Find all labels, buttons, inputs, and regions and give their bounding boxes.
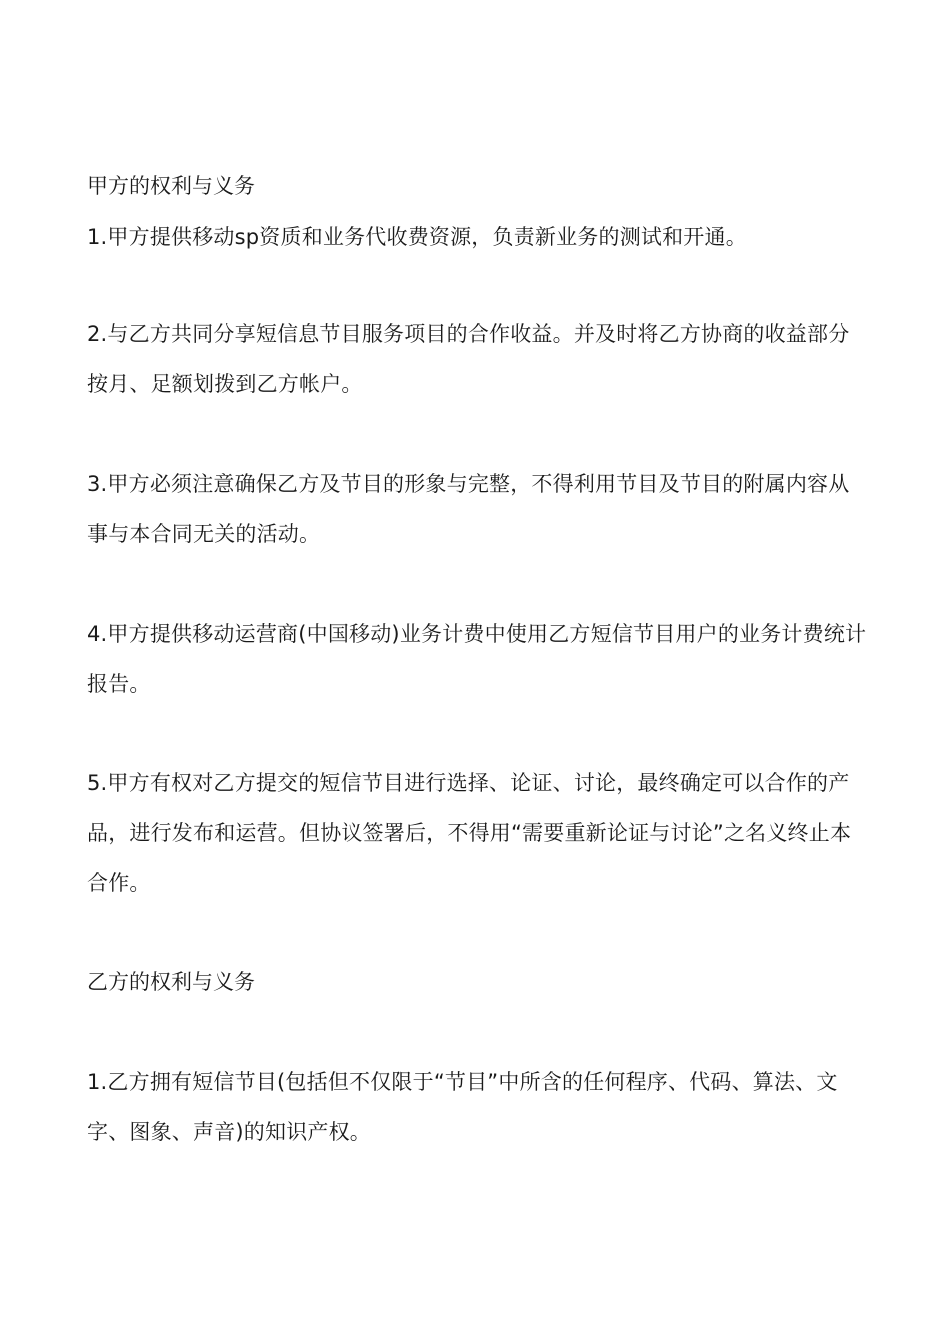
party-a-item-4: 4.甲方提供移动运营商(中国移动)业务计费中使用乙方短信节目用户的业务计费统计报告。 xyxy=(87,622,867,696)
party-a-item-2: 2.与乙方共同分享短信息节目服务项目的合作收益。并及时将乙方协商的收益部分按月、足额划拨到乙方帐户。 xyxy=(87,322,850,396)
party-b-heading: 乙方的权利与义务 xyxy=(87,970,255,994)
party-a-heading: 甲方的权利与义务 xyxy=(87,174,255,198)
party-a-item-3: 3.甲方必须注意确保乙方及节目的形象与完整，不得利用节目及节目的附属内容从事与本合同无关的活动。 xyxy=(87,472,850,546)
party-b-item-1: 1.乙方拥有短信节目(包括但不仅限于“节目”中所含的任何程序、代码、算法、文字、图象、声音)的知识产权。 xyxy=(87,1070,838,1144)
party-a-item-1: 1.甲方提供移动sp资质和业务代收费资源，负责新业务的测试和开通。 xyxy=(87,225,747,249)
party-a-item-5: 5.甲方有权对乙方提交的短信节目进行选择、论证、讨论，最终确定可以合作的产品，进行发布和运营。但协议签署后，不得用“需要重新论证与讨论”之名义终止本合作。 xyxy=(87,771,852,895)
